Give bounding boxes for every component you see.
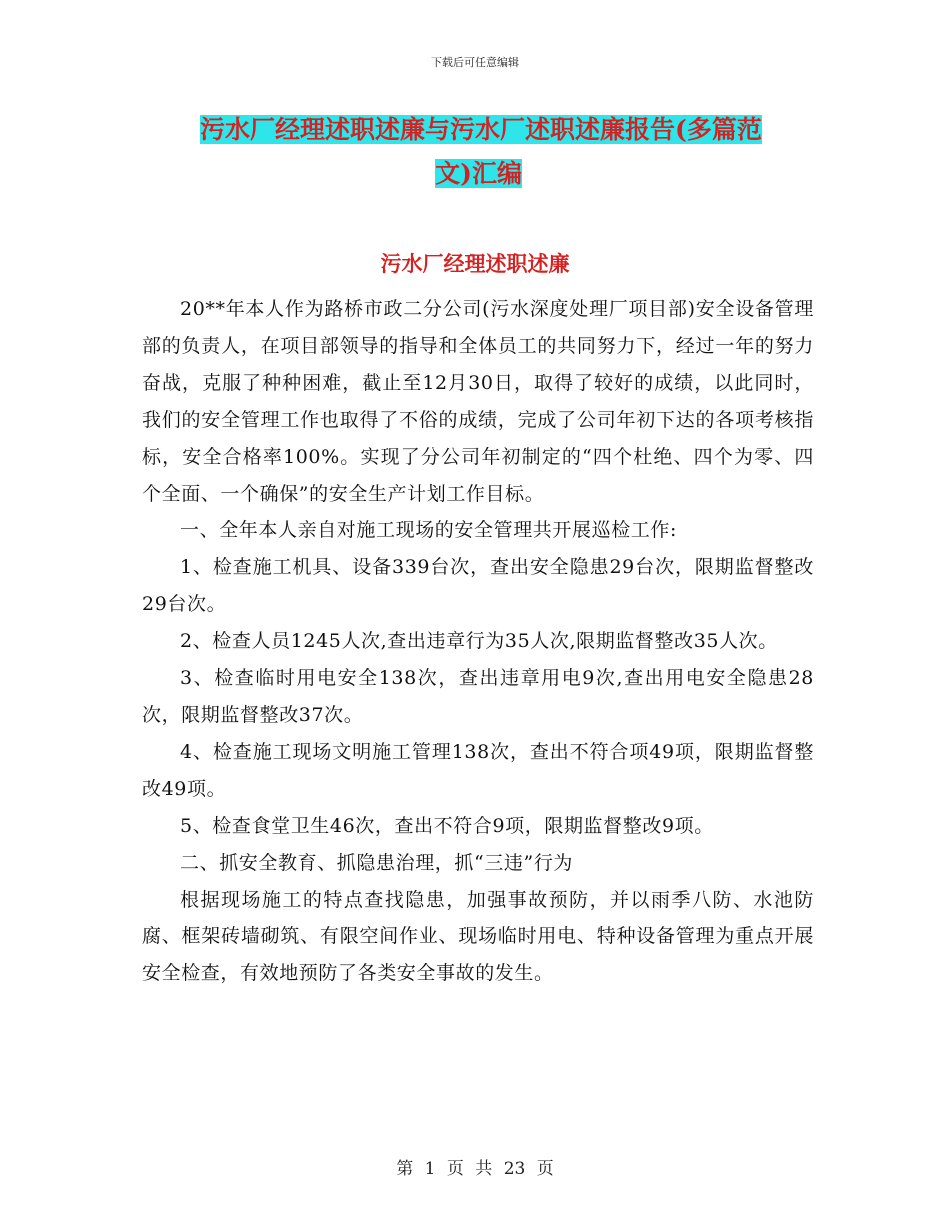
section-title: 污水厂经理述职述廉 (380, 251, 570, 276)
document-title (200, 108, 800, 196)
page-footer: 第 1 页 共 23 页 (396, 1159, 554, 1179)
paragraph: 2、检查人员1245人次,查出违章行为35人次,限期监督整改35人次。 (180, 630, 778, 653)
paragraph: 4、检查施工现场文明施工管理138次，查出不符合项49项，限期监督整改49项。 (142, 740, 814, 800)
paragraph: 3、检查临时用电安全138次，查出违章用电9次,查出用电安全隐患28次，限期监督整改37次。 (142, 667, 814, 726)
title-line-1: 污水厂经理述职述廉与污水厂述职述廉报告(多篇范 (200, 115, 762, 144)
paragraph: 根据现场施工的特点查找隐患，加强事故预防，并以雨季八防、水池防腐、框架砖墙砌筑、有限空间作业、现场临时用电、特种设备管理为重点开展安全检查，有效地预防了各类安全事故的发生。 (142, 888, 814, 985)
paragraph: 20**年本人作为路桥市政二分公司(污水深度处理厂项目部)安全设备管理部的负责人，在项目部领导的指导和全体员工的共同努力下，经过一年的努力奋战，克服了种种困难，截止至12月30日，取得了较好的成绩，以此同时，我们的安全管理工作也取得了不俗的成绩，完成了公司年初下达的各项考核指标，安全合格率100%。实现了分公司年初制定的“四个杜绝、四个为零、四个全面、一个确保”的安全生产计划工作目标。 (142, 298, 814, 505)
paragraph: 5、检查食堂卫生46次，查出不符合9项，限期监督整改9项。 (180, 814, 714, 837)
title-line-2: 文)汇编 (435, 159, 522, 188)
paragraph: 1、检查施工机具、设备339台次，查出安全隐患29台次，限期监督整改29台次。 (142, 556, 814, 616)
header-note: 下载后可任意编辑 (431, 56, 519, 69)
paragraph: 一、全年本人亲自对施工现场的安全管理共开展巡检工作: (180, 519, 678, 542)
document-body (142, 291, 814, 992)
paragraph: 二、抓安全教育、抓隐患治理，抓“三违”行为 (180, 851, 574, 874)
